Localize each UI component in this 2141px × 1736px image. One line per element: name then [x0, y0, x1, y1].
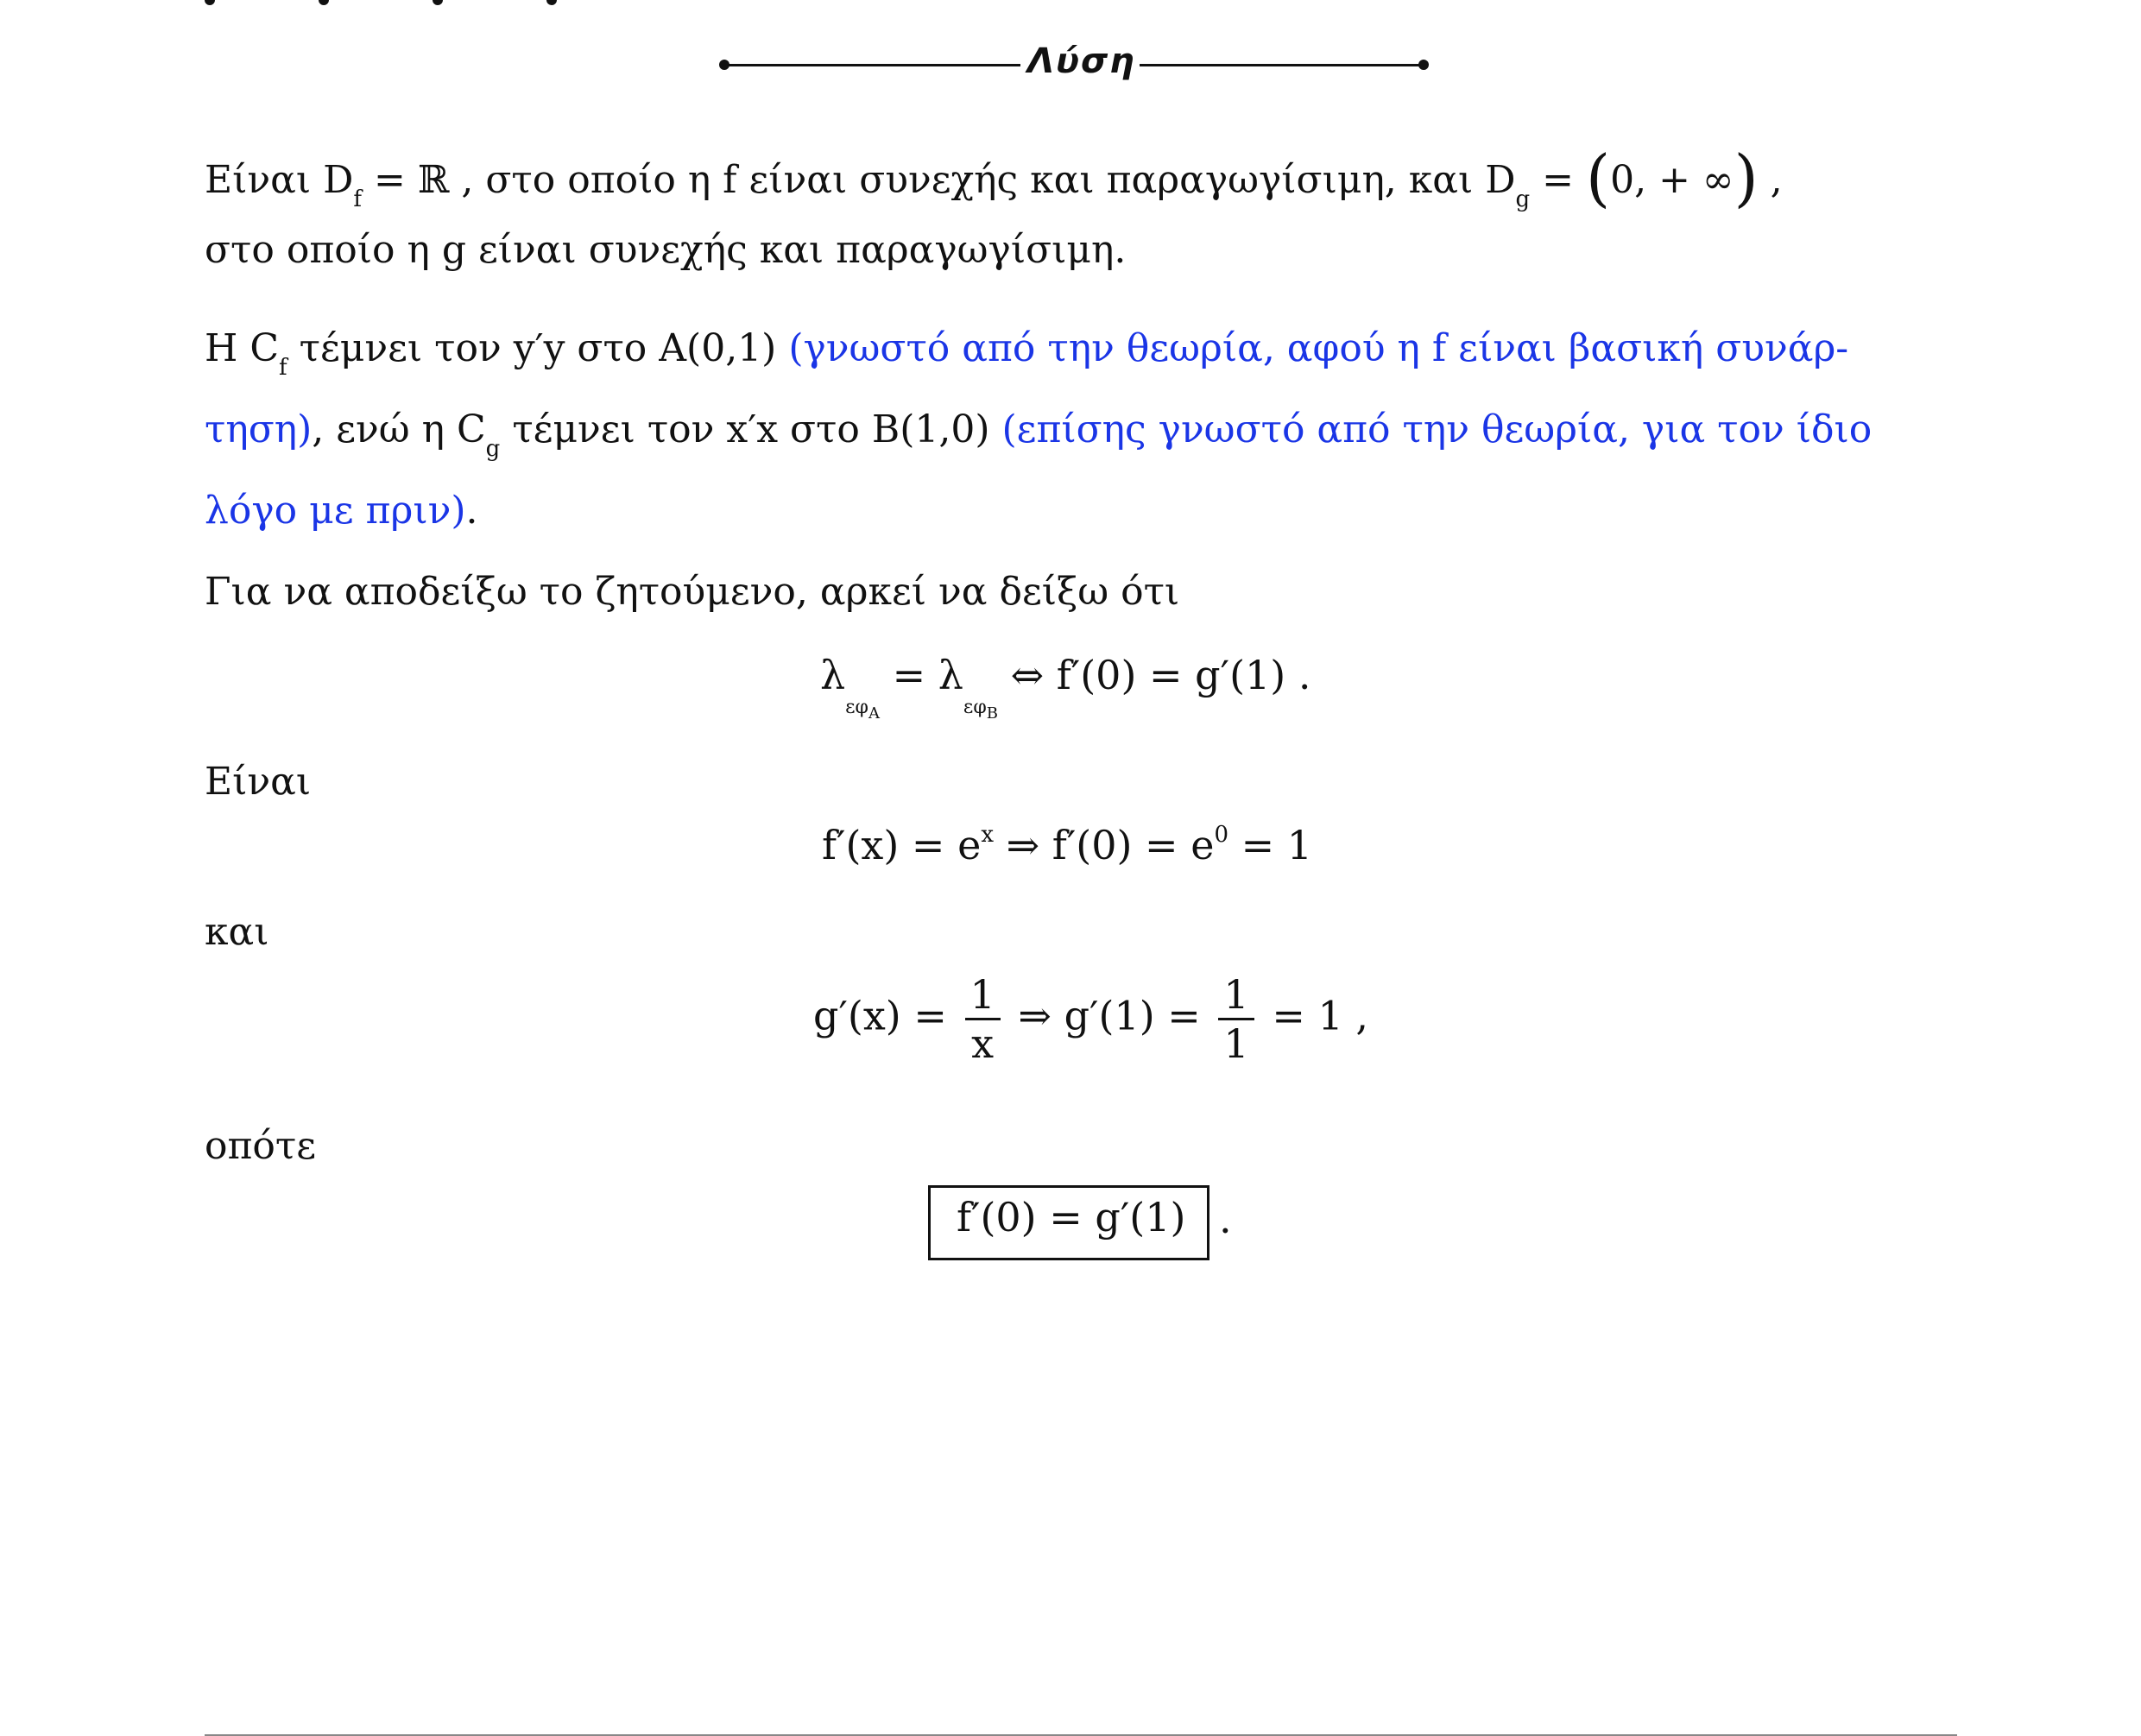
solution-title: Λύση: [1027, 41, 1136, 81]
fraction: [1218, 971, 1254, 1067]
subscript: f: [279, 355, 287, 381]
paragraph-einai: Είναι: [205, 760, 312, 804]
blue-remark: λόγο με πριν): [205, 489, 466, 533]
math-segment: = 1: [1228, 822, 1313, 868]
blue-remark: (επίσης γνωστό από την θεωρία, για τον ίδιο: [1001, 407, 1873, 451]
solution-header: [717, 41, 1433, 93]
paragraph-domains-line2: στο οποίο η g είναι συνεχής και παραγωγίσιμη.: [205, 228, 1127, 272]
blue-remark: (γνωστό από την θεωρία, αφού η f είναι βασική συνάρ-: [788, 326, 1849, 370]
paragraph-kai: και: [205, 910, 269, 954]
subscript: g: [485, 436, 501, 462]
equation-g-derivative: [813, 971, 1368, 1067]
subscript: A: [868, 704, 880, 723]
math-segment: ⇒ g′(1) =: [1005, 992, 1214, 1039]
paragraph-intersections-line1: [205, 326, 1849, 381]
paragraph-goal: Για να αποδείξω το ζητούμενο, αρκεί να δείξω ότι: [205, 570, 1180, 614]
denominator: 1: [1223, 1020, 1249, 1067]
paragraph-intersections-line2: [205, 407, 1873, 462]
previous-line-fragment: [205, 0, 723, 7]
result-period: .: [1219, 1196, 1232, 1242]
superscript: 0: [1214, 822, 1228, 848]
header-right-dot: [1418, 60, 1429, 70]
text-segment: = ℝ , στο οποίο η f είναι συνεχής και παραγωγίσιμη, και D: [361, 158, 1516, 202]
paragraph-domains-line1: [205, 142, 1783, 214]
fraction: [965, 971, 1001, 1067]
math-segment: = λ: [879, 652, 963, 698]
paragraph-opote: οπότε: [205, 1124, 317, 1168]
left-paren: (: [1586, 142, 1611, 214]
text-segment: .: [465, 489, 478, 533]
text-segment: Η C: [205, 326, 280, 370]
numerator: 1: [965, 971, 1001, 1020]
text-segment: =: [1530, 158, 1587, 202]
subscript: B: [986, 704, 998, 723]
math-segment: ⇒ f′(0) = e: [994, 822, 1215, 868]
boxed-result: f′(0) = g′(1): [957, 1194, 1186, 1240]
subscript: g: [1515, 186, 1531, 212]
numerator: 1: [1218, 971, 1254, 1020]
right-paren: ): [1734, 142, 1759, 214]
equation-f-derivative: [822, 822, 1312, 868]
header-right-rule: [1140, 64, 1423, 66]
blue-remark: τηση): [205, 407, 313, 451]
math-lambda: λ: [820, 652, 846, 698]
math-segment: f′(x) = e: [822, 822, 982, 868]
subscript: εφ: [845, 697, 868, 718]
text-segment: , ενώ η C: [312, 407, 486, 451]
text-segment: ,: [1758, 158, 1783, 202]
superscript: x: [981, 822, 994, 848]
text-segment: τέμνει τον x′x στο B(1,0): [500, 407, 1002, 451]
denominator: x: [971, 1020, 995, 1067]
math-segment: g′(x) =: [813, 992, 960, 1039]
math-segment: = 1 ,: [1259, 992, 1369, 1039]
paragraph-intersections-line3: [205, 489, 477, 533]
subscript: εφ: [963, 697, 987, 718]
math-segment: ⇔ f′(0) = g′(1) .: [997, 652, 1311, 698]
text-segment: Είναι D: [205, 158, 354, 202]
subscript: f: [353, 186, 362, 212]
header-left-rule: [727, 64, 1020, 66]
text-segment: τέμνει τον y′y στο A(0,1): [287, 326, 789, 370]
interval: 0, + ∞: [1610, 158, 1734, 202]
